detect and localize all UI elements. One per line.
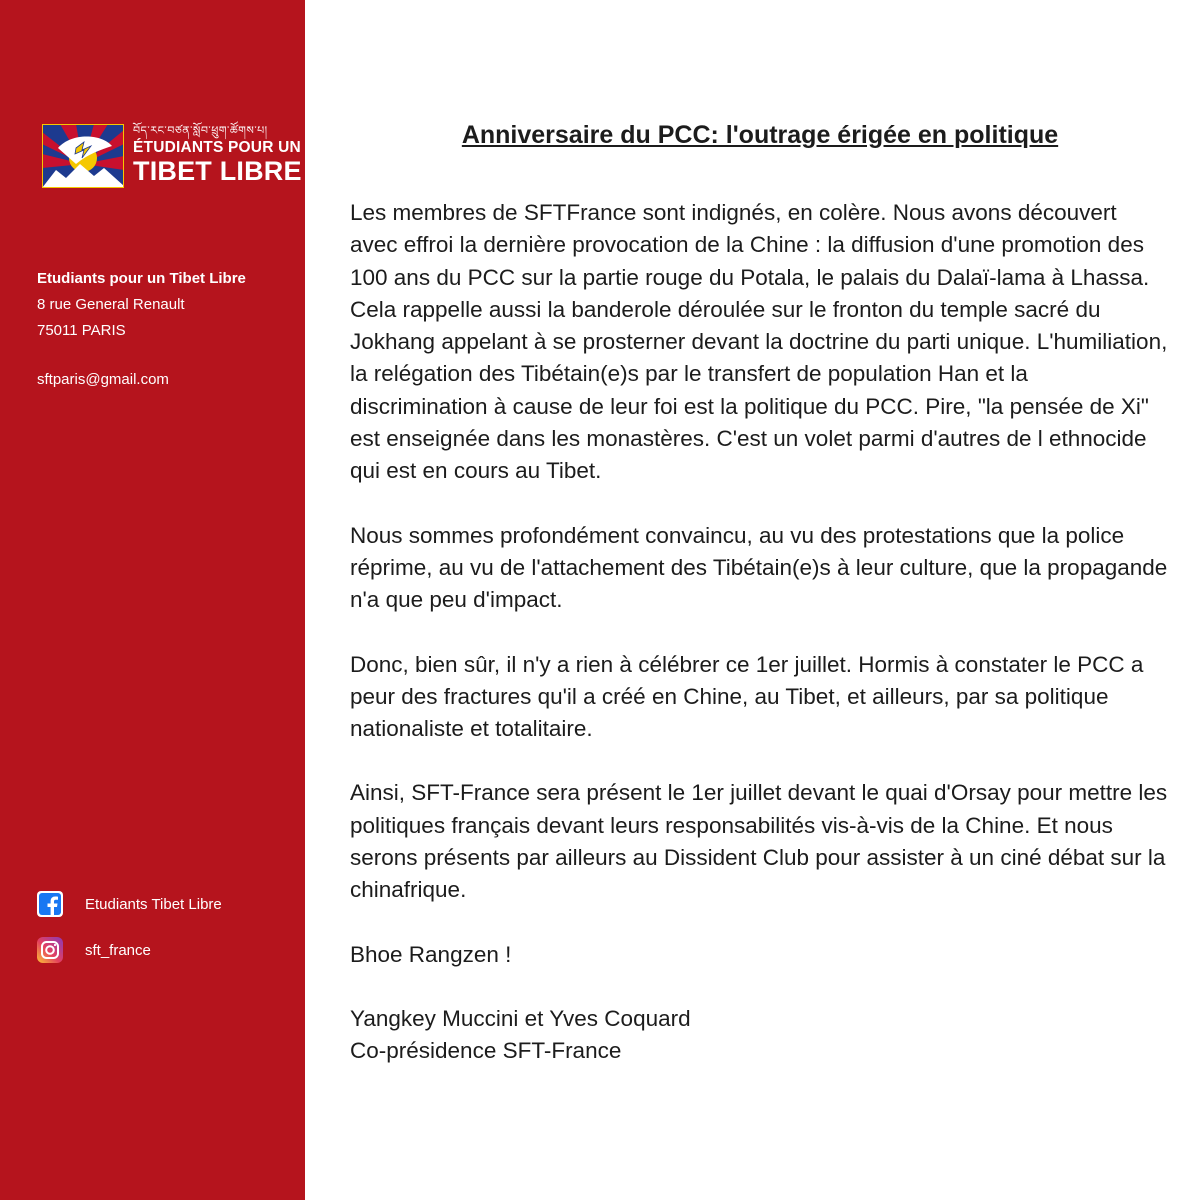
article-paragraph: Donc, bien sûr, il n'y a rien à célébrer ce 1er juillet. Hormis à constater le PCC a peur des fractures qu'il a créé en Chine, au Tibet, et ailleurs, par sa politique nationaliste et totalitaire. [350, 651, 1144, 742]
signature-role: Co-présidence SFT-France [350, 1038, 622, 1064]
city-address: 75011 PARIS [37, 322, 126, 339]
contact-address [37, 266, 246, 344]
facebook-icon [37, 891, 63, 917]
article-paragraph: Les membres de SFTFrance sont indignés, en colère. Nous avons découvert avec effroi la dernière provocation de la Chine : la diffusion d'une promotion des 100 ans du PCC sur la partie rouge du Potala, le palais du Dalaï-lama à Lhassa. Cela rappelle aussi la banderole déroulée sur le fronton du temple sacré du Jokhang appelant à se prosterner devant la doctrine du parti unique. L'humiliation, la relégation des Tibétain(e)s par le transfert de population Han et la discrimination à cause de leur foi est la politique du PCC. Pire, "la pensée de Xi" est enseignée dans les monastères. C'est un volet parmi d'autres de l ethnocide qui est en cours au Tibet. [350, 200, 1168, 484]
sidebar [0, 0, 305, 1200]
logo-text-line1: ÉTUDIANTS POUR UN [133, 139, 301, 156]
article-paragraph: Ainsi, SFT-France sera présent le 1er juillet devant le quai d'Orsay pour mettre les politiques français devant leurs responsabilités vis-à-vis de la Chine. Et nous serons présents par ailleurs au Dissident Club pour assister à un ciné débat sur la chinafrique. [350, 780, 1168, 903]
email-link[interactable]: sftparis@gmail.com [37, 371, 169, 388]
article-paragraph: Nous sommes profondément convaincu, au vu des protestations que la police réprime, au vu de l'attachement des Tibétain(e)s à leur culture, que la propagande n'a que peu d'impact. [350, 522, 1168, 613]
organization-name: Etudiants pour un Tibet Libre [37, 270, 246, 287]
logo-tibetan-text: བོད་རང་བཙན་སློབ་ཕྲུག་ཚོགས་པ། [133, 124, 268, 137]
instagram-icon [37, 937, 63, 963]
facebook-label: Etudiants Tibet Libre [85, 895, 222, 913]
article [350, 118, 1170, 1068]
instagram-label: sft_france [85, 941, 151, 959]
signature-names: Yangkey Muccini et Yves Coquard [350, 1005, 691, 1031]
tibetan-flag-logo-icon [42, 124, 124, 188]
street-address: 8 rue General Renault [37, 296, 185, 313]
closing-slogan: Bhoe Rangzen ! [350, 941, 512, 967]
facebook-link[interactable] [37, 891, 222, 917]
instagram-link[interactable] [37, 937, 151, 963]
article-title: Anniversaire du PCC: l'outrage érigée en politique [461, 121, 1059, 149]
logo [42, 124, 302, 188]
logo-text-line2: TIBET LIBRE [133, 156, 302, 186]
